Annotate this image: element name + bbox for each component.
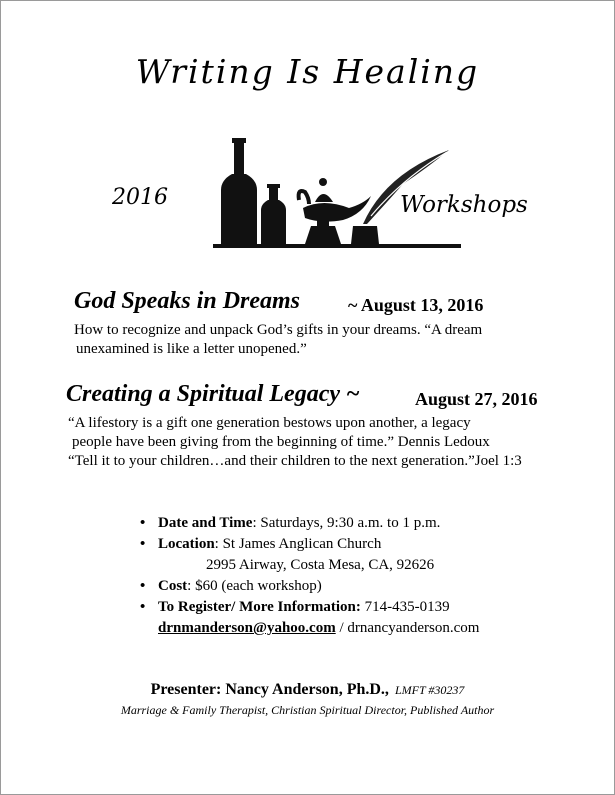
workshop-2-desc-line: people have been giving from the beginning of time.” Dennis Ledoux — [72, 434, 490, 450]
workshop-1-date: ~ August 13, 2016 — [348, 295, 484, 315]
workshop-2-desc-line: “Tell it to your children…and their children to the next generation.”Joel 1:3 — [68, 453, 522, 469]
cost-label: Cost — [158, 578, 188, 594]
workshop-1-title: God Speaks in Dreams — [74, 288, 301, 314]
bullet-icon: • — [140, 536, 146, 552]
bottles-lamp-quill-icon — [213, 128, 461, 254]
presenter-line — [0, 681, 615, 699]
workshop-1-desc-line: How to recognize and unpack God’s gifts in your dreams. “A dream — [74, 322, 483, 338]
list-item-register — [140, 597, 479, 639]
bullet-icon: • — [140, 578, 146, 594]
presenter-license: LMFT #30237 — [394, 683, 465, 697]
datetime-value: : Saturdays, 9:30 a.m. to 1 p.m. — [252, 515, 441, 531]
location-line — [158, 534, 479, 555]
list-item-datetime — [140, 513, 479, 534]
location-value: : St James Anglican Church — [214, 536, 382, 552]
workshop-2-title: Creating a Spiritual Legacy ~ — [66, 381, 360, 407]
location-label: Location — [158, 536, 215, 552]
website-text: / drnancyanderson.com — [335, 620, 480, 636]
workshops-label: Workshops — [400, 192, 528, 218]
workshop-2-desc-line: “A lifestory is a gift one generation bestows upon another, a legacy — [68, 415, 471, 431]
presenter-roles: Marriage & Family Therapist, Christian Spiritual Director, Published Author — [120, 703, 495, 717]
workshop-2-date: August 27, 2016 — [415, 389, 538, 409]
page-title: Writing Is Healing — [135, 52, 480, 91]
register-phone: 714-435-0139 — [360, 599, 450, 615]
bullet-icon: • — [140, 515, 146, 531]
bullet-icon: • — [140, 599, 146, 615]
year-label: 2016 — [112, 185, 168, 210]
datetime-label: Date and Time — [158, 515, 253, 531]
list-item-location — [140, 534, 479, 576]
presenter-name: Presenter: Nancy Anderson, Ph.D., — [150, 681, 389, 698]
register-line — [158, 597, 479, 618]
register-label: To Register/ More Information: — [158, 599, 361, 615]
email-link[interactable]: drnmanderson@yahoo.com — [158, 620, 336, 636]
workshop-1-description — [74, 321, 482, 359]
details-list — [140, 513, 479, 639]
location-address: 2995 Airway, Costa Mesa, CA, 92626 — [206, 557, 435, 573]
cost-value: : $60 (each workshop) — [187, 578, 322, 594]
workshop-1-desc-line: unexamined is like a letter unopened.” — [76, 341, 307, 357]
workshop-2-description — [68, 414, 522, 471]
contact-line — [158, 618, 479, 639]
list-item-cost — [140, 576, 479, 597]
